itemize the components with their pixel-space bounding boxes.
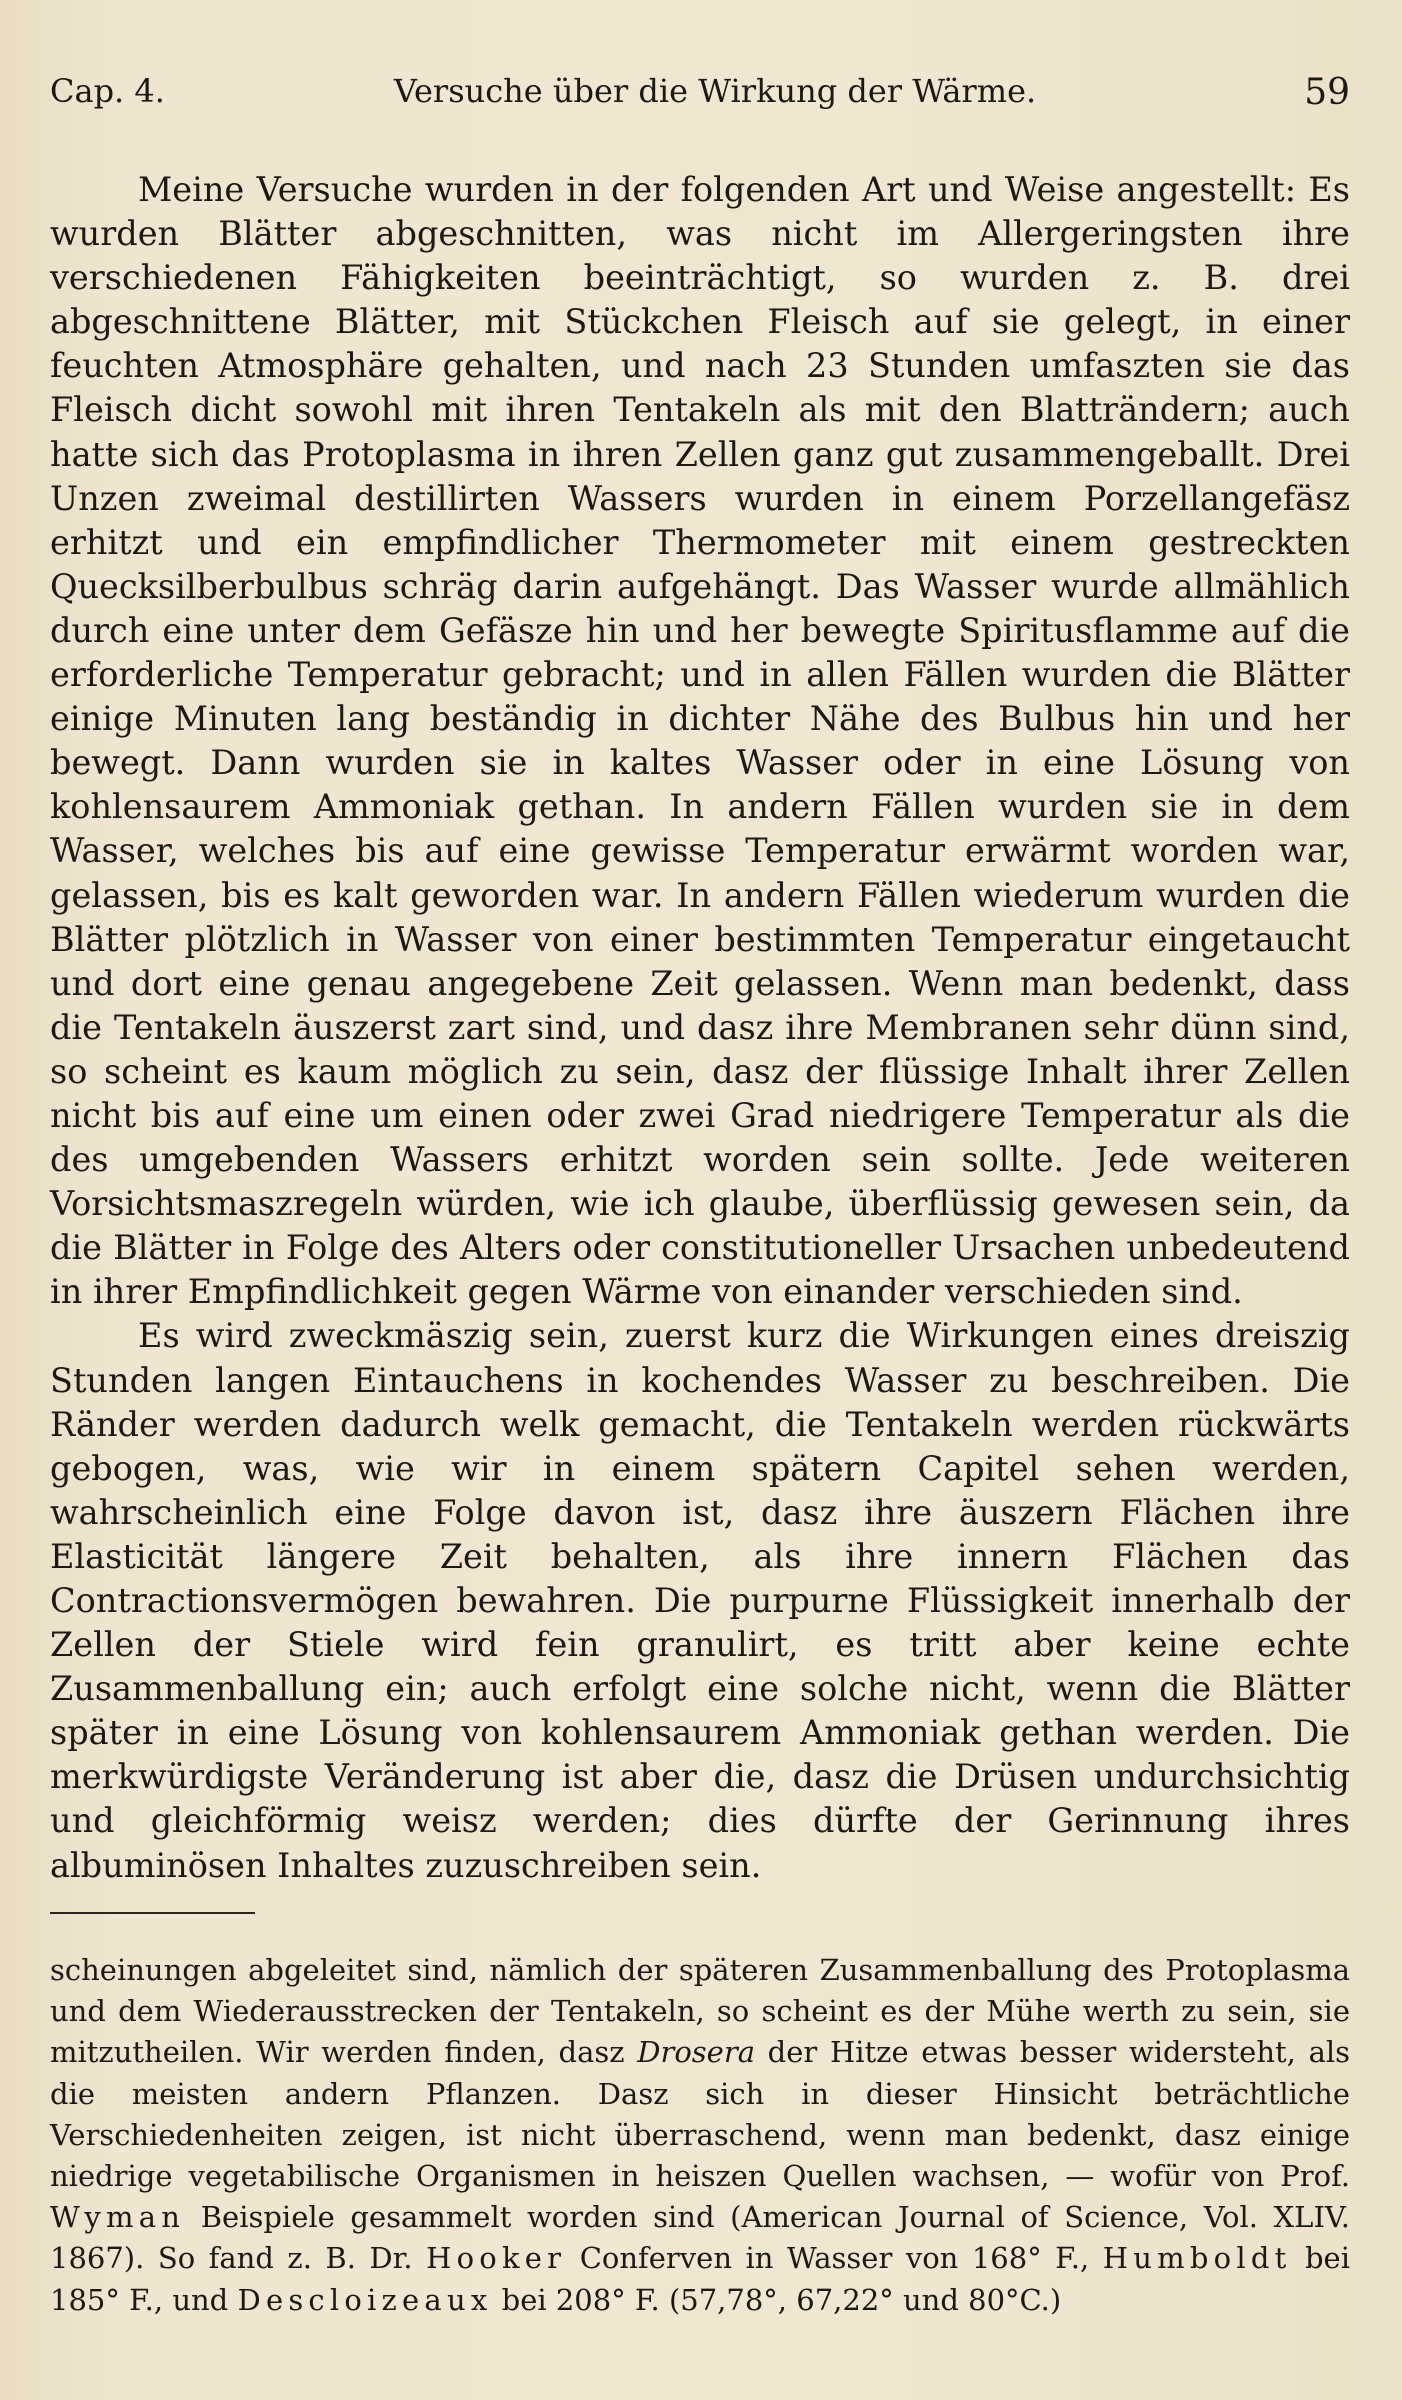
running-title: Versuche über die Wirkung der Wärme. xyxy=(393,72,1037,110)
page-number: 59 xyxy=(1304,72,1350,113)
footnote-segment: Conferven in Wasser von 168° F., xyxy=(566,2241,1103,2276)
paragraph: Es wird zweckmäszig sein, zuerst kurz die Wirkungen eines dreiszig Stunden langen Eintauchens in kochendes Wasser zu beschreiben. Die Ränder werden dadurch welk gemacht, die Tentakeln werden rückwärts gebogen, was, wie wir in einem spätern Capitel sehen werden, wahrscheinlich eine Folge davon ist, dasz ihre äuszern Flächen ihre Elasticität längere Zeit behalten, als ihre innern Flächen das Contractionsvermögen bewahren. Die purpurne Flüssigkeit innerhalb der Zellen der Stiele wird fein granulirt, es tritt aber keine echte Zusammenballung ein; auch erfolgt eine solche nicht, wenn die Blätter später in eine Lösung von kohlensaurem Ammoniak gethan werden. Die merkwürdigste Veränderung ist aber die, dasz die Drüsen undurchsichtig und gleichförmig weisz werden; dies dürfte der Gerinnung ihres albuminösen Inhaltes zuzuschreiben sein. xyxy=(50,1316,1350,1885)
author-name: Wyman xyxy=(50,2200,186,2235)
author-name: Humboldt xyxy=(1102,2241,1292,2276)
footnote-segment: Beispiele gesammelt worden sind (American Journal of Science, Vol. XLIV. 1867). So fand z. B. Dr. xyxy=(50,2200,1350,2276)
footnote-segment: der Hitze etwas besser widersteht, als die meisten andern Pflanzen. Dasz sich in dieser Hinsicht beträchtliche Verschiedenheiten zeigen, ist nicht überraschend, wenn man bedenkt, dasz einige niedrige vegetabilische Organismen in heiszen Quellen wachsen, — wofür von Prof. xyxy=(50,2035,1351,2194)
footnote-segment: bei 208° F. (57,78°, 67,22° und 80°C.) xyxy=(492,2282,1062,2317)
author-name: Hooker xyxy=(426,2241,567,2276)
footnote-segment: scheinungen abgeleitet sind, nämlich der späteren Zusammenballung des Protoplasma und dem Wiederausstrecken der Tentakeln, so scheint es der Mühe werth zu sein, sie mitzutheilen. Wir werden finden, dasz xyxy=(50,1953,1350,2070)
footnote xyxy=(50,1950,1350,2321)
footnote-text xyxy=(50,1950,1350,2321)
running-header xyxy=(50,72,1350,122)
main-text xyxy=(50,168,1350,1888)
footnote-segment: bei 185° F., und xyxy=(50,2241,1350,2317)
genus-name: Drosera xyxy=(637,2035,755,2070)
paragraph: Meine Versuche wurden in der folgenden Art und Weise angestellt: Es wurden Blätter abgeschnitten, was nicht im Allergeringsten ihre verschiedenen Fähigkeiten beeinträchtigt, so wurden z. B. drei abgeschnittene Blätter, mit Stückchen Fleisch auf sie gelegt, in einer feuchten Atmosphäre gehalten, und nach 23 Stunden umfaszten sie das Fleisch dicht sowohl mit ihren Tentakeln als mit den Blatträndern; auch hatte sich das Protoplasma in ihren Zellen ganz gut zusammengeballt. Drei Unzen zweimal destillirten Wassers wurden in einem Porzellangefäsz erhitzt und ein empfindlicher Thermometer mit einem gestreckten Quecksilberbulbus schräg darin aufgehängt. Das Wasser wurde allmählich durch eine unter dem Gefäsze hin und her bewegte Spiritusflamme auf die erforderliche Temperatur gebracht; und in allen Fällen wurden die Blätter einige Minuten lang beständig in dichter Nähe des Bulbus hin und her bewegt. Dann wurden sie in kaltes Wasser oder in eine Lösung von kohlensaurem Ammoniak gethan. In andern Fällen wurden sie in dem Wasser, welches bis auf eine gewisse Temperatur erwärmt worden war, gelassen, bis es kalt geworden war. In andern Fällen wiederum wurden die Blätter plötzlich in Wasser von einer bestimmten Temperatur eingetaucht und dort eine genau angegebene Zeit gelassen. Wenn man bedenkt, dass die Tentakeln äuszerst zart sind, und dasz ihre Membranen sehr dünn sind, so scheint es kaum möglich zu sein, dasz der flüssige Inhalt ihrer Zellen nicht bis auf eine um einen oder zwei Grad niedrigere Temperatur als die des umgebenden Wassers erhitzt worden sein sollte. Jede weiteren Vorsichtsmaszregeln würden, wie ich glaube, überflüssig gewesen sein, da die Blätter in Folge des Alters oder constitutioneller Ursachen unbedeutend in ihrer Empfindlichkeit gegen Wärme von einander verschieden sind. xyxy=(50,170,1350,1312)
author-name: Descloizeaux xyxy=(237,2282,493,2317)
footnote-divider xyxy=(50,1912,255,1914)
chapter-label: Cap. 4. xyxy=(50,72,165,110)
